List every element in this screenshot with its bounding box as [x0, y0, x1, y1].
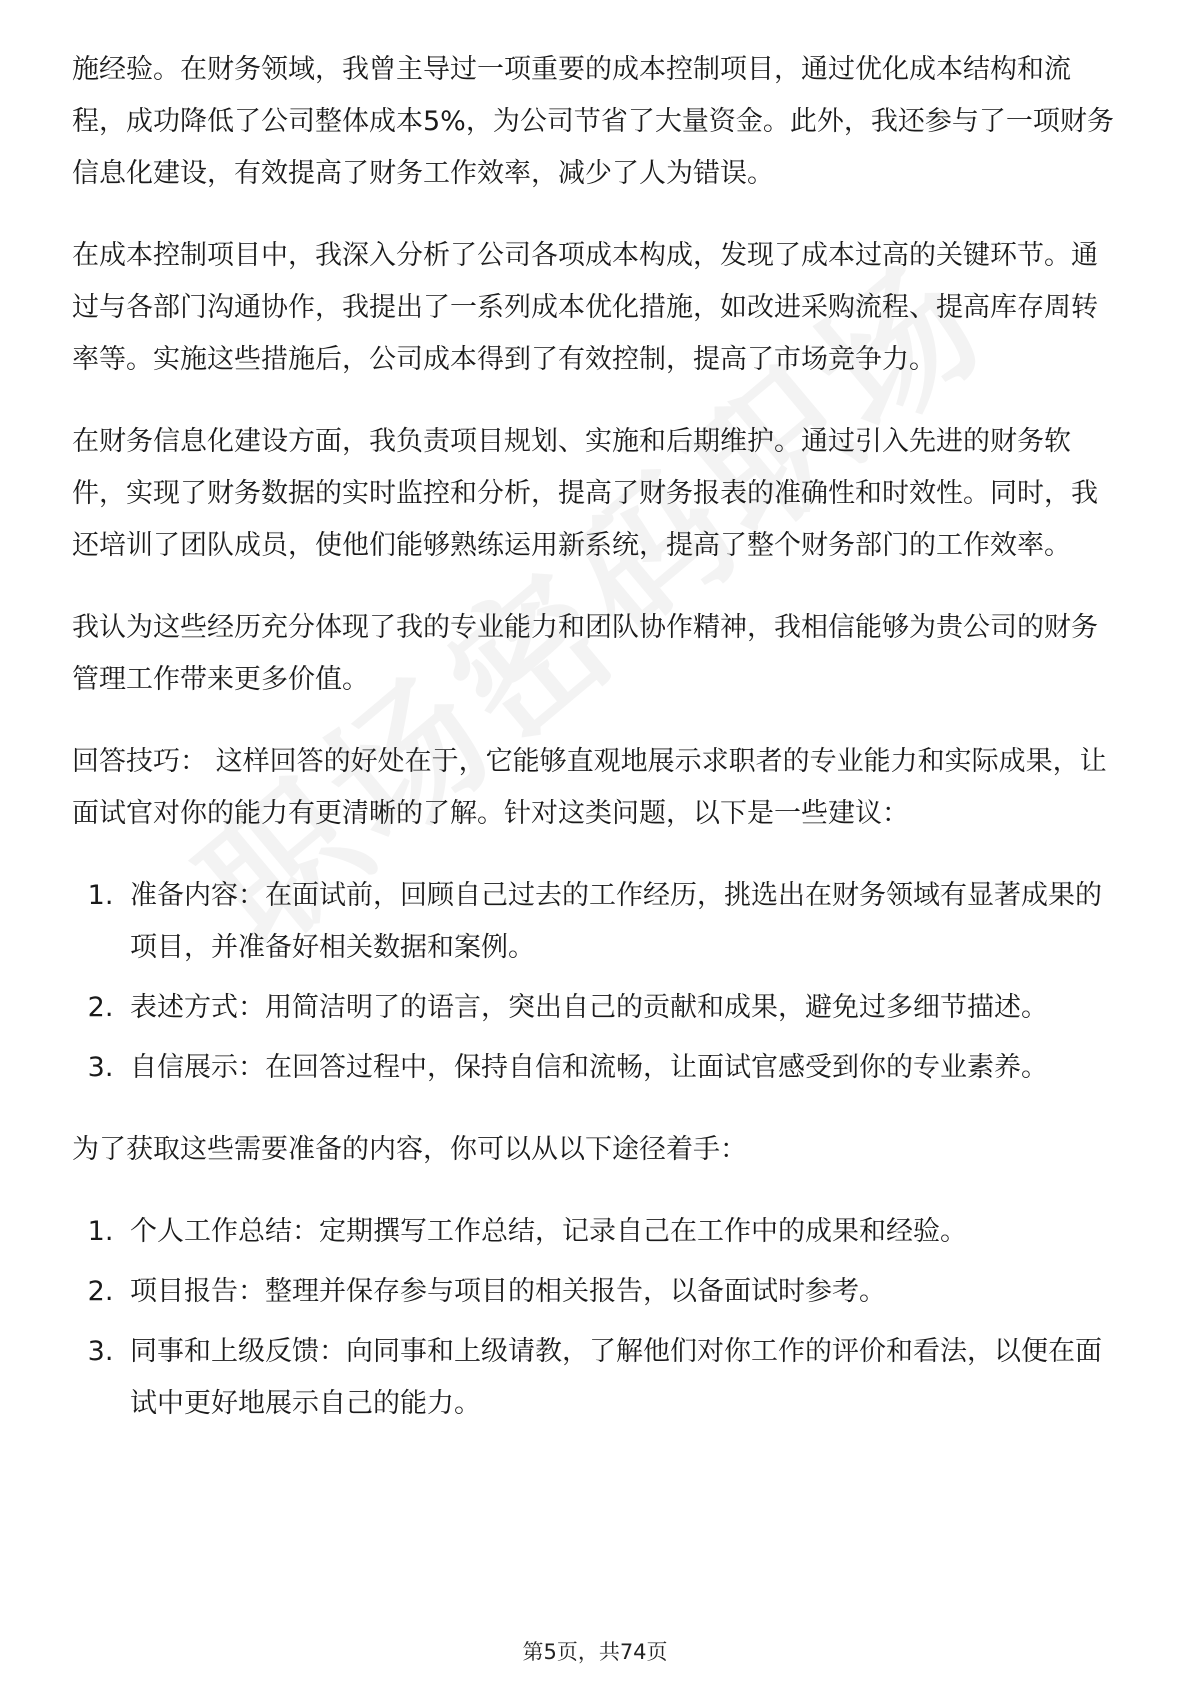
- paragraph-informatization: 在财务信息化建设方面，我负责项目规划、实施和后期维护。通过引入先进的财务软件，实现了财务数据的实时监控和分析，提高了财务报表的准确性和时效性。同时，我还培训了团队成员，使他们能够熟练运用新系统，提高了整个财务部门的工作效率。: [72, 426, 1098, 561]
- document-body: [72, 44, 1122, 1460]
- paragraph-experience-summary: 施经验。在财务领域，我曾主导过一项重要的成本控制项目，通过优化成本结构和流程，成功降低了公司整体成本5%，为公司节省了大量资金。此外，我还参与了一项财务信息化建设，有效提高了财务工作效率，减少了人为错误。: [72, 54, 1114, 189]
- paragraph-answer-tips: 回答技巧： 这样回答的好处在于，它能够直观地展示求职者的专业能力和实际成果，让面试官对你的能力有更清晰的了解。针对这类问题，以下是一些建议：: [72, 746, 1107, 829]
- page-number: 第5页，共74页: [522, 1640, 668, 1664]
- suggestion-list: [72, 870, 1122, 1094]
- list-item: 1. 准备内容：在面试前，回顾自己过去的工作经历，挑选出在财务领域有显著成果的项目，并准备好相关数据和案例。: [122, 870, 1122, 974]
- paragraph-sources-intro: 为了获取这些需要准备的内容，你可以从以下途径着手：: [72, 1134, 747, 1165]
- list-item: 2. 表述方式：用简洁明了的语言，突出自己的贡献和成果，避免过多细节描述。: [122, 982, 1122, 1034]
- paragraph-conclusion: 我认为这些经历充分体现了我的专业能力和团队协作精神，我相信能够为贵公司的财务管理工作带来更多价值。: [72, 612, 1098, 695]
- list-item: 3. 同事和上级反馈：向同事和上级请教，了解他们对你工作的评价和看法，以便在面试中更好地展示自己的能力。: [122, 1326, 1122, 1430]
- list-item: 1. 个人工作总结：定期撰写工作总结，记录自己在工作中的成果和经验。: [122, 1206, 1122, 1258]
- list-item: 3. 自信展示：在回答过程中，保持自信和流畅，让面试官感受到你的专业素养。: [122, 1042, 1122, 1094]
- paragraph-cost-control: 在成本控制项目中，我深入分析了公司各项成本构成，发现了成本过高的关键环节。通过与各部门沟通协作，我提出了一系列成本优化措施，如改进采购流程、提高库存周转率等。实施这些措施后，公司成本得到了有效控制，提高了市场竞争力。: [72, 240, 1098, 375]
- list-item: 2. 项目报告：整理并保存参与项目的相关报告，以备面试时参考。: [122, 1266, 1122, 1318]
- sources-list: [72, 1206, 1122, 1430]
